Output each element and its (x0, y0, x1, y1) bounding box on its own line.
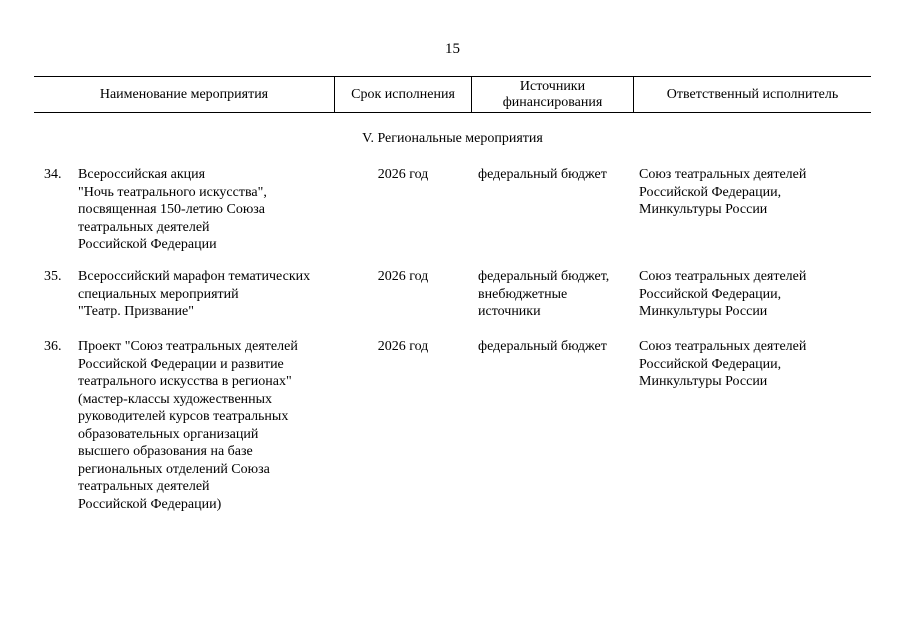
event-name-line: Российской Федерации (78, 237, 217, 252)
event-name-line: (мастер-классы художественных (78, 391, 273, 407)
header-name (34, 77, 334, 112)
funding-source (478, 166, 630, 184)
event-term: 2026 год (377, 339, 429, 354)
header-funding-label-line: финансирования (502, 94, 603, 110)
header-name-label: Наименование мероприятия (99, 86, 269, 102)
responsible-party-line: Союз театральных деятелей (639, 339, 807, 354)
event-name-line: Российской Федерации и развитие (78, 356, 284, 372)
responsible-party (639, 166, 871, 219)
funding-source-line: федеральный бюджет (478, 339, 607, 354)
responsible-party-line: Союз театральных деятелей (639, 269, 807, 284)
event-name-line: "Театр. Призвание" (78, 304, 194, 319)
header-responsible-label: Ответственный исполнитель (666, 86, 839, 102)
header-funding-label-line: Источники (519, 78, 586, 94)
event-name-line: Российской Федерации) (78, 496, 222, 512)
funding-source (478, 338, 630, 356)
event-name (78, 166, 330, 254)
responsible-party (639, 268, 871, 321)
event-term: 2026 год (377, 167, 429, 182)
event-name-line: "Ночь театрального искусства", (78, 184, 267, 200)
header-funding (472, 77, 633, 112)
section-title: V. Региональные мероприятия (362, 131, 543, 146)
funding-source-line: внебюджетные (478, 286, 568, 302)
event-name (78, 338, 330, 513)
event-name-line: Всероссийская акция (78, 167, 206, 182)
responsible-party-line: Минкультуры России (639, 374, 768, 389)
row-number: 34. (44, 167, 62, 182)
funding-source (478, 268, 630, 321)
responsible-party (639, 338, 871, 391)
event-name-line: посвященная 150-летию Союза (78, 202, 266, 217)
responsible-party-line: Минкультуры России (639, 304, 768, 319)
header-bottom-rule (34, 112, 871, 113)
event-name-line: специальных мероприятий (78, 286, 239, 302)
event-name-line: Проект "Союз театральных деятелей (78, 339, 298, 354)
event-name-line: Всероссийский марафон тематических (78, 269, 311, 284)
funding-source-line: федеральный бюджет (478, 167, 607, 182)
event-name-line: высшего образования на базе (78, 444, 253, 459)
event-name-line: образовательных организаций (78, 426, 259, 442)
event-term: 2026 год (377, 269, 429, 284)
responsible-party-line: Российской Федерации, (639, 286, 782, 302)
header-responsible (634, 77, 871, 112)
header-term-label: Срок исполнения (351, 86, 455, 102)
event-name-line: руководителей курсов театральных (78, 409, 289, 424)
event-name (78, 268, 330, 321)
event-name-line: театральных деятелей (78, 219, 210, 235)
row-number: 35. (44, 269, 62, 284)
funding-source-line: федеральный бюджет, (478, 269, 610, 284)
responsible-party-line: Российской Федерации, (639, 356, 782, 372)
funding-source-line: источники (478, 304, 541, 319)
event-name-line: театрального искусства в регионах" (78, 374, 292, 389)
page-number: 15 (445, 41, 460, 57)
responsible-party-line: Минкультуры России (639, 202, 768, 217)
event-name-line: театральных деятелей (78, 479, 210, 494)
header-term (335, 77, 471, 112)
responsible-party-line: Союз театральных деятелей (639, 167, 807, 182)
responsible-party-line: Российской Федерации, (639, 184, 782, 200)
row-number: 36. (44, 339, 62, 354)
event-name-line: региональных отделений Союза (78, 461, 270, 477)
